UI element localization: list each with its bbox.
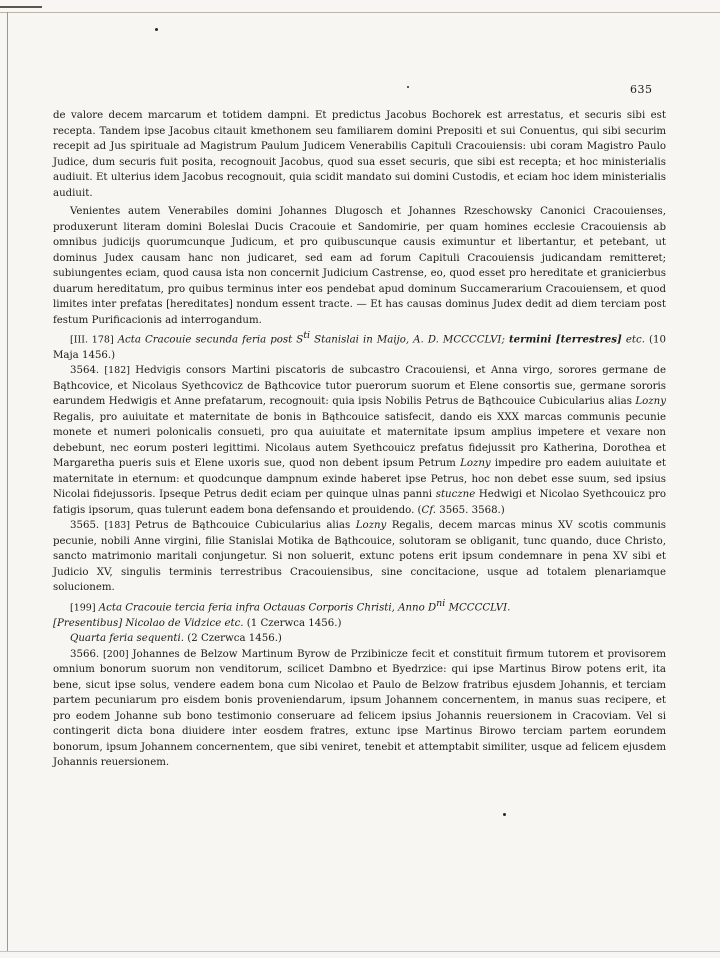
- corner-mark: [0, 6, 42, 8]
- print-speck: [503, 813, 506, 816]
- entry-3564: 3564. [182] Hedvigis consors Martini piscatoris de subcastro Cracouiensi, et Anna virgo, sorores germane de Bąthcovice, et Nicolaus Syethcovicz de Bąthcovice tutor puerorum suorum et Elene consortis sue, germane sororis earundem Hedwigis et Anne prefatarum, recognouit: quia ipsis Nobilis Petrus de Bąthcouice Cubicularius alias Lozny Regalis, pro auiuitate et maternitate de bonis in Bąthcouice satisfecit, dando eis XXX marcas communis pecunie monete et numeri polonicalis consueti, pro qua auiuitate et maternitate ipsum amplius impetere et vexare non debebunt, nec eorum posteri legittimi. Nicolaus autem Syethcouicz prefatus fidejussit pro Katherina, Dorothea et Margaretha pueris suis et Elene uxoris sue, quod non debent ipsum Petrum Lozny impedire pro eadem auiuitate et maternitate in eternum: et quodcunque dampnum exinde haberet ipse Petrus, hoc non debet esse suum, sed ipsius Nicolai fidejussoris. Ipseque Petrus dedit eciam per quinque ulnas panni stuczne Hedwigi et Nicolao Syethcouicz pro fatigis ipsorum, quas tulerunt eadem bona defensando et prouidendo. (Cf. 3565. 3568.): [53, 365, 666, 516]
- paragraph-1: de valore decem marcarum et totidem dampni. Et predictus Jacobus Bochorek est arrestatus, et securis sibi est recepta. Tandem ipse Jacobus citauit kmethonem seu familiarem domini Prepositi et sui Conuentus, qui sibi securim recepit ad Jus spirituale ad Magistrum Paulum Judicem Venerabilis Capituli Cracouiensis: ubi coram Magistro Paulo Judice, dum securis fuit posita, recognouit Jacobus, quod sua esset securis, que sibi est recepta; et hoc ministerialis audiuit. Et ulterius idem Jacobus recognouit, quia scidit mandato sui domini Custodis, et eciam hoc idem ministerialis audiuit.: [53, 110, 666, 199]
- paragraph-2: Venientes autem Venerabiles domini Johannes Dlugosch et Johannes Rzeschowsky Canonici Cracouienses, produxerunt literam domini Boleslai Ducis Cracouie et Sandomirie, per quam homines ecclesie Cracouiensis ab omnibus judicijs quorumcunque Judicum, et pro quibuscunque causis eximuntur et libertantur, et petebant, ut dominus Judex causam hanc non judicaret, sed eam ad forum Capituli Cracouiensis judicandam remitteret; subiungentes eciam, quod causa ista non concernit Judicium Castrense, eo, quod esset pro hereditate et granicierbus duarum hereditatum, pro quibus terminus inter eos pendebat apud dominum Succamerarium Cracouiensem, et quod limites inter prefatas [hereditates] nondum essent tracte. — Et has causas dominus Judex dedit ad diem terciam post festum Purificacionis ad interrogandum.: [53, 206, 666, 326]
- acta-subheading: Quarta feria sequenti. (2 Czerwca 1456.): [70, 633, 282, 645]
- entry-3566: 3566. [200] Johannes de Belzow Martinum Byrow de Przibinicze fecit et constituit firmum tutorem et provisorem omnium bonorum suorum non venditorum, scilicet Dambno et Byedrzice: qui ipse Martinus Birow potens erit, ita bene, sicut ipse solus, vendere eadem bona cum Nicolao et Paulo de Belzow fratribus ejusdem Johannis, et terciam partem pecuniarum pro eisdem bonis proveniendarum, ipsum Johannem concernentem, in manus suas recipere, et pro eodem Johanne sub bono testimonio conseruare ad felicem ipsius Johannis reuersionem in Cracoviam. Vel si contingerit dicta bona diuidere inter eosdem fratres, extunc ipse Martinus Birowo terciam partem eorundem bonorum, ipsum Johannem concernentem, que sibi veniret, tenebit et attemptabit similiter, usque ad felicem ejusdem Johannis reuersionem.: [53, 648, 666, 769]
- print-speck: [155, 28, 158, 31]
- acta-heading-2: [199] Acta Cracouie tercia feria infra Octauas Corporis Christi, Anno $D^{ni}$ MCCCCLVI. [Presentibus] Nicolao de Vidzice etc. (1 Czerwca 1456.): [53, 597, 511, 629]
- document-body: [53, 108, 666, 771]
- page-left-border: [7, 12, 8, 952]
- page-number: 635: [630, 83, 653, 96]
- acta-heading-1: [III. 178] Acta Cracouie secunda feria post $S^{ti}$ Stanislai in Maijo, A. D. MCCCCLVI; termini [terrestres] etc. (10 Maja 1456.): [53, 330, 666, 361]
- print-speck: [407, 86, 409, 88]
- entry-3565: 3565. [183] Petrus de Bąthcouice Cubicularius alias Lozny Regalis, decem marcas minus XV scotis communis pecunie, nobili Anne virgini, filie Stanislai Motika de Bąthcouice, solutoram se obliganit, tunc quando, duce Christo, sancto matrimonio maritali conjungetur. Si non soluerit, extunc potens erit ipsum condemnare in pena XV sibi et Judicio XV, singulis terminis terrestribus Cracouiensibus, sine concitacione, usque ad totalem plenariamque solucionem.: [53, 520, 666, 594]
- page-bottom-border: [0, 951, 720, 952]
- page-top-border: [0, 12, 720, 13]
